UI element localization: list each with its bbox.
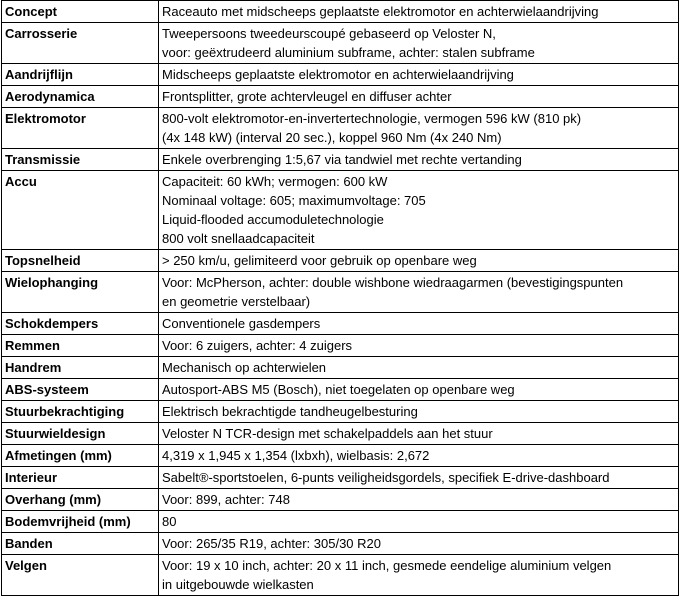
spec-value-line: Mechanisch op achterwielen [162,360,327,375]
spec-value [159,401,679,423]
spec-value-line: voor: geëxtrudeerd aluminium subframe, achter: stalen subframe [162,45,535,60]
spec-row [2,423,679,445]
spec-value-line: Frontsplitter, grote achtervleugel en diffuser achter [162,89,452,104]
spec-value [159,335,679,357]
spec-label: Carrosserie [2,23,159,64]
spec-value-line: 80 [162,514,177,529]
spec-row [2,171,679,250]
spec-value-line: (4x 148 kW) (interval 20 sec.), koppel 960 Nm (4x 240 Nm) [162,130,502,145]
spec-row [2,23,679,64]
spec-label: ABS-systeem [2,379,159,401]
spec-value [159,86,679,108]
spec-row [2,335,679,357]
spec-row [2,64,679,86]
spec-table-body [2,1,679,596]
spec-value-line: Liquid-flooded accumoduletechnologie [162,212,384,227]
spec-value-line: Conventionele gasdempers [162,316,321,331]
spec-label: Bodemvrijheid (mm) [2,511,159,533]
spec-value [159,489,679,511]
spec-label: Accu [2,171,159,250]
spec-row [2,379,679,401]
spec-label: Remmen [2,335,159,357]
spec-value [159,423,679,445]
spec-value-line: Voor: 6 zuigers, achter: 4 zuigers [162,338,353,353]
spec-label: Banden [2,533,159,555]
spec-value-line: Sabelt®-sportstoelen, 6-punts veiligheidsgordels, specifiek E-drive-dashboard [162,470,610,485]
spec-value-line: Nominaal voltage: 605; maximumvoltage: 705 [162,193,426,208]
spec-value-line: Voor: 899, achter: 748 [162,492,290,507]
spec-row [2,533,679,555]
spec-row [2,511,679,533]
spec-label: Stuurwieldesign [2,423,159,445]
spec-label: Velgen [2,555,159,596]
spec-label: Topsnelheid [2,250,159,272]
spec-row [2,1,679,23]
spec-value [159,171,679,250]
spec-value-line: Enkele overbrenging 1:5,67 via tandwiel met rechte vertanding [162,152,522,167]
spec-value [159,272,679,313]
spec-value [159,511,679,533]
spec-value-line: Tweepersoons tweedeurscoupé gebaseerd op Veloster N, [162,26,496,41]
spec-value-line: Raceauto met midscheeps geplaatste elektromotor en achterwielaandrijving [162,4,599,19]
spec-label: Handrem [2,357,159,379]
spec-label: Elektromotor [2,108,159,149]
spec-row [2,489,679,511]
spec-row [2,357,679,379]
spec-row [2,313,679,335]
spec-value-line: Voor: 265/35 R19, achter: 305/30 R20 [162,536,381,551]
spec-value [159,533,679,555]
spec-value-line: 800 volt snellaadcapaciteit [162,231,315,246]
spec-value-line: Midscheeps geplaatste elektromotor en achterwielaandrijving [162,67,514,82]
spec-value [159,23,679,64]
spec-value [159,149,679,171]
spec-row [2,555,679,596]
spec-value-line: Autosport-ABS M5 (Bosch), niet toegelaten op openbare weg [162,382,515,397]
spec-row [2,401,679,423]
spec-label: Stuurbekrachtiging [2,401,159,423]
spec-row [2,445,679,467]
spec-value-line: Veloster N TCR-design met schakelpaddels aan het stuur [162,426,493,441]
spec-row [2,272,679,313]
spec-value [159,1,679,23]
spec-label: Schokdempers [2,313,159,335]
spec-value [159,445,679,467]
spec-value [159,313,679,335]
spec-table [1,0,679,596]
spec-value-line: Voor: McPherson, achter: double wishbone wiedraagarmen (bevestigingspunten [162,275,624,290]
spec-value-line: en geometrie verstelbaar) [162,294,311,309]
spec-value-line: 4,319 x 1,945 x 1,354 (lxbxh), wielbasis: 2,672 [162,448,430,463]
spec-row [2,250,679,272]
spec-value-line: Voor: 19 x 10 inch, achter: 20 x 11 inch, gesmede eendelige aluminium velgen [162,558,612,573]
spec-label: Interieur [2,467,159,489]
spec-label: Aandrijflijn [2,64,159,86]
spec-label: Wielophanging [2,272,159,313]
spec-value [159,108,679,149]
spec-value [159,250,679,272]
spec-value [159,467,679,489]
spec-label: Overhang (mm) [2,489,159,511]
spec-value-line: Elektrisch bekrachtigde tandheugelbesturing [162,404,418,419]
spec-value [159,357,679,379]
spec-value-line: 800-volt elektromotor-en-invertertechnologie, vermogen 596 kW (810 pk) [162,111,582,126]
spec-row [2,467,679,489]
spec-label: Concept [2,1,159,23]
spec-value [159,64,679,86]
spec-label: Afmetingen (mm) [2,445,159,467]
spec-row [2,108,679,149]
spec-value-line: Capaciteit: 60 kWh; vermogen: 600 kW [162,174,388,189]
spec-row [2,86,679,108]
spec-value-line: in uitgebouwde wielkasten [162,577,314,592]
spec-value-line: > 250 km/u, gelimiteerd voor gebruik op openbare weg [162,253,477,268]
spec-label: Transmissie [2,149,159,171]
spec-row [2,149,679,171]
spec-value [159,379,679,401]
spec-value [159,555,679,596]
spec-label: Aerodynamica [2,86,159,108]
